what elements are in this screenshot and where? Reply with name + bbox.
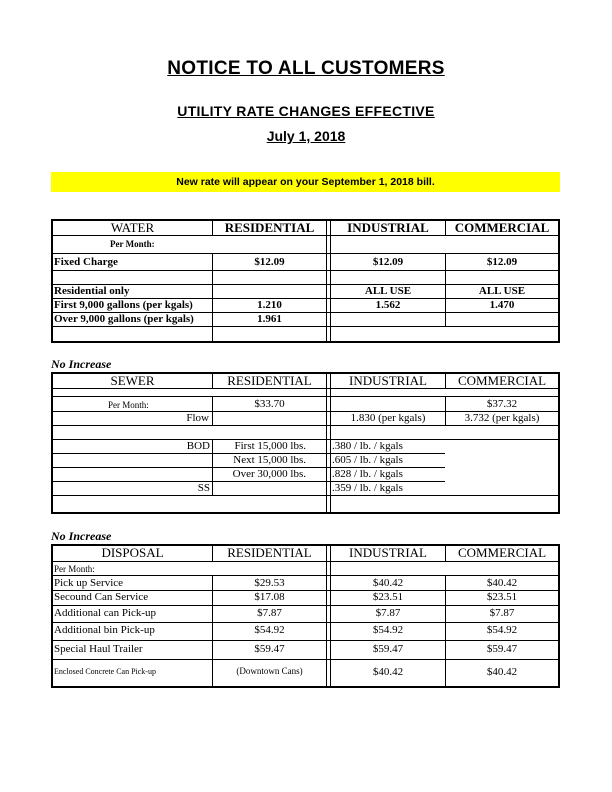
- disposal-row-industrial: $23.51: [372, 591, 404, 603]
- flow-industrial: 1.830 (per kgals): [350, 412, 426, 424]
- disposal-per-month: Per Month:: [54, 564, 95, 574]
- disposal-row-label: Additional can Pick-up: [54, 607, 157, 619]
- subtitle: UTILITY RATE CHANGES EFFECTIVE: [177, 103, 435, 119]
- water-header-residential: RESIDENTIAL: [224, 220, 315, 235]
- first-9000-industrial: 1.562: [375, 299, 401, 311]
- disposal-row-industrial: $54.92: [372, 624, 404, 636]
- residential-only-label: Residential only: [54, 285, 130, 297]
- disposal-header-commercial: COMMERCIAL: [457, 545, 547, 560]
- disposal-header-residential: RESIDENTIAL: [227, 545, 312, 560]
- disposal-row-residential: $59.47: [254, 643, 285, 655]
- ss-label: SS: [197, 482, 210, 494]
- disposal-header-disposal: DISPOSAL: [101, 545, 164, 560]
- disposal-row-residential: (Downtown Cans): [236, 666, 303, 676]
- water-header-commercial: COMMERCIAL: [454, 220, 550, 235]
- disposal-row-residential: $7.87: [257, 607, 282, 619]
- water-per-month: Per Month:: [110, 239, 155, 249]
- bod-rate-1: .380 / lb. / kgals: [332, 440, 403, 452]
- fixed-charge-industrial: $12.09: [372, 256, 404, 268]
- bod-rate-3: .828 / lb. / kgals: [332, 468, 403, 480]
- first-9000-residential: 1.210: [257, 299, 282, 311]
- fixed-charge-label: Fixed Charge: [54, 256, 118, 268]
- bod-tier-1: First 15,000 lbs.: [234, 440, 306, 452]
- water-header-industrial: INDUSTRIAL: [347, 220, 429, 235]
- disposal-row-industrial: $40.42: [372, 577, 404, 589]
- flow-label: Flow: [186, 412, 209, 424]
- over-9000-residential: 1.961: [257, 313, 282, 325]
- disposal-row-commercial: $54.92: [486, 624, 518, 636]
- disposal-note: No Increase: [51, 529, 112, 543]
- disposal-row-label: Pick up Service: [54, 577, 124, 589]
- disposal-row-residential: $54.92: [254, 624, 285, 636]
- disposal-row-label: Secound Can Service: [54, 591, 149, 603]
- sewer-per-month-commercial: $37.32: [486, 398, 518, 410]
- first-9000-commercial: 1.470: [489, 299, 515, 311]
- sewer-header-industrial: INDUSTRIAL: [349, 373, 427, 388]
- disposal-row-industrial: $7.87: [375, 607, 401, 619]
- sewer-header-sewer: SEWER: [110, 373, 155, 388]
- sewer-header-commercial: COMMERCIAL: [457, 373, 547, 388]
- disposal-row-commercial: $59.47: [486, 643, 518, 655]
- bill-notice-banner: New rate will appear on your September 1, 2018 bill.: [51, 172, 560, 192]
- bod-tier-2: Next 15,000 lbs.: [233, 454, 306, 466]
- fixed-charge-residential: $12.09: [254, 256, 285, 268]
- page-title: NOTICE TO ALL CUSTOMERS: [167, 58, 445, 79]
- disposal-row-commercial: $40.42: [486, 666, 518, 678]
- disposal-row-residential: $17.08: [254, 591, 285, 603]
- disposal-row-residential: $29.53: [254, 577, 285, 589]
- residential-only-commercial: ALL USE: [478, 285, 526, 297]
- disposal-row-label: Enclosed Concrete Can Pick-up: [54, 667, 156, 676]
- over-9000-label: Over 9,000 gallons (per kgals): [54, 313, 194, 325]
- residential-only-industrial: ALL USE: [364, 285, 412, 297]
- sewer-per-month-residential: $33.70: [254, 398, 285, 410]
- sewer-header-residential: RESIDENTIAL: [227, 373, 312, 388]
- disposal-row-label: Special Haul Trailer: [54, 643, 143, 655]
- sewer-per-month: Per Month:: [108, 400, 149, 410]
- disposal-row-commercial: $7.87: [489, 607, 515, 619]
- fixed-charge-commercial: $12.09: [486, 256, 518, 268]
- bod-label: BOD: [186, 440, 210, 452]
- effective-date: July 1, 2018: [266, 128, 346, 144]
- disposal-header-industrial: INDUSTRIAL: [349, 545, 427, 560]
- bod-tier-3: Over 30,000 lbs.: [232, 468, 306, 480]
- disposal-row-label: Additional bin Pick-up: [54, 624, 155, 636]
- flow-commercial: 3.732 (per kgals): [464, 412, 540, 424]
- first-9000-label: First 9,000 gallons (per kgals): [54, 299, 193, 311]
- disposal-row-commercial: $23.51: [486, 591, 518, 603]
- water-header-water: WATER: [110, 220, 155, 235]
- disposal-row-industrial: $59.47: [372, 643, 404, 655]
- sewer-note: No Increase: [51, 357, 112, 371]
- bod-rate-2: .605 / lb. / kgals: [332, 454, 403, 466]
- disposal-row-industrial: $40.42: [372, 666, 404, 678]
- ss-rate: .359 / lb. / kgals: [332, 482, 403, 494]
- disposal-row-commercial: $40.42: [486, 577, 518, 589]
